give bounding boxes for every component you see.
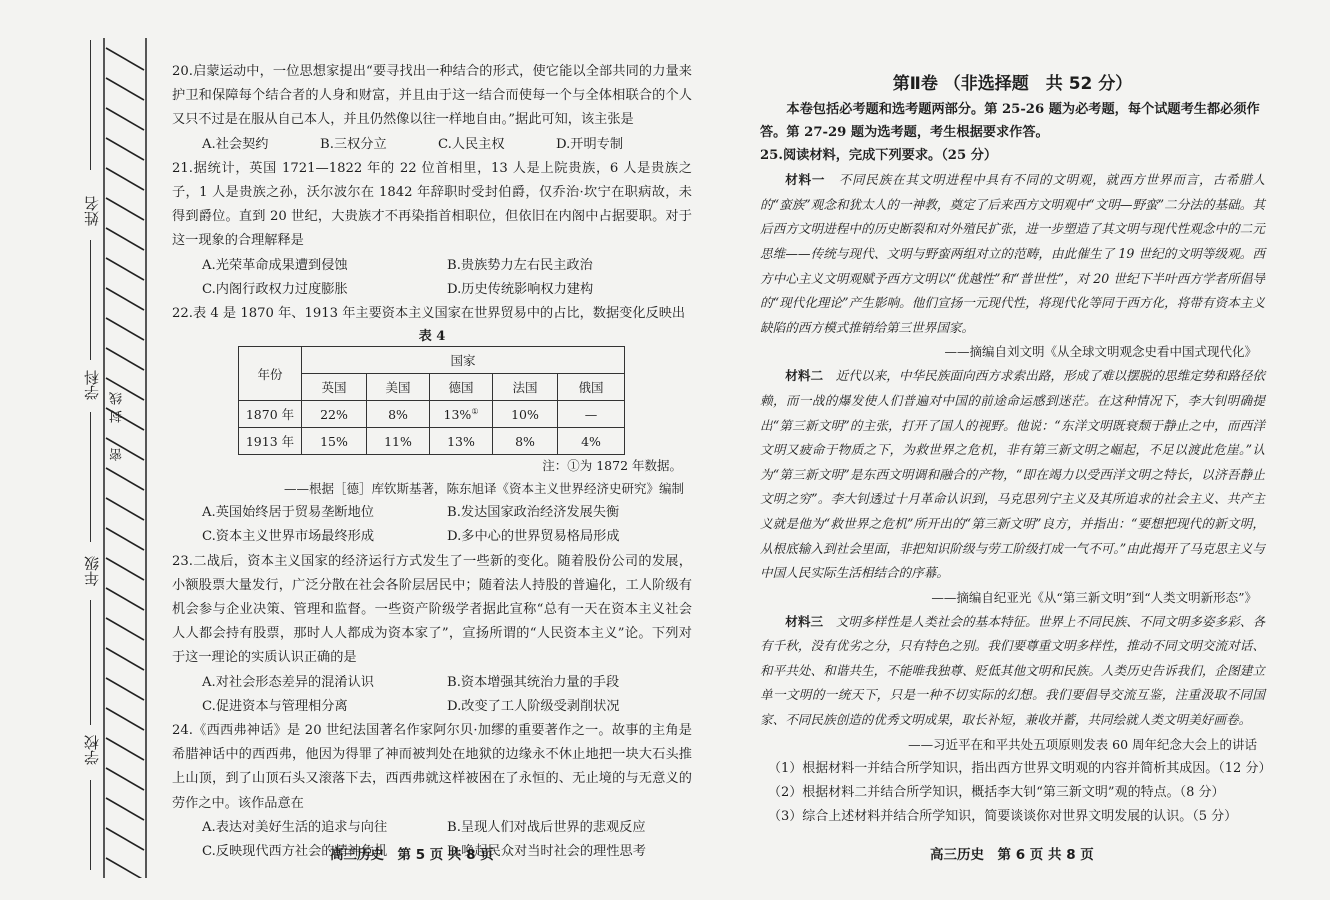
option: B.三权分立 — [320, 136, 387, 152]
name-label: 姓名 — [83, 196, 101, 226]
question-24-options-ab — [172, 816, 692, 840]
material-3-text: 文明多样性是人类社会的基本特征。世界上不同民族、不同文明多姿多彩、各有千秋，没有优劣之分，只有特色之别。我们要尊重文明多样性，推动不同文明交流对话、和平共处、和谐共生，不能唯我独尊、贬低其他文明和民族。人类历史告诉我们，企图建立单一文明的一统天下，只是一种不切实际的幻想。我们要倡导交流互鉴，注重汲取不同国家、不同民族创造的优秀文明成果，取长补短，兼收并蓄，共同绘就人类文明美好画卷。 — [760, 613, 1266, 728]
question-22-options-ab — [172, 501, 692, 525]
chevron-stroke — [106, 78, 144, 100]
material-3 — [760, 610, 1265, 733]
table-cell: — — [558, 401, 625, 428]
table-cell-year: 1870 年 — [239, 401, 302, 428]
question-21-options-cd — [172, 278, 692, 302]
chevron-stroke — [106, 768, 144, 790]
chevron-stroke — [106, 408, 144, 430]
requirement-1: （1）根据材料一并结合所学知识，指出西方世界文明观的内容并简析其成因。（12 分） — [768, 760, 1272, 776]
binding-strip — [0, 0, 165, 900]
chevron-stroke — [106, 348, 144, 370]
option: D.开明专制 — [556, 136, 624, 152]
school-label: 学校 — [83, 735, 101, 765]
section-intro: 本卷包括必考题和选考题两部分。第 25-26 题为必考题，每个试题考生都必须作答。第 27-29 题为选考题，考生根据要求作答。 — [760, 102, 1260, 140]
chevron-stroke — [106, 228, 144, 250]
table-cell: 4% — [558, 428, 625, 455]
table-col-country: 英国 — [302, 374, 367, 401]
page-footer-left: 高三历史 第 5 页 共 8 页 — [330, 847, 494, 863]
chevron-stroke — [106, 648, 144, 670]
option: C.反映现代西方社会的精神危机 — [202, 844, 388, 860]
material-3-label: 材料三 — [785, 613, 824, 629]
trade-share-table — [238, 346, 625, 455]
table-source: ——根据［德］库钦斯基著，陈东旭译《资本主义世界经济史研究》编制 — [283, 481, 684, 497]
chevron-stroke — [106, 258, 144, 280]
material-3-source: ——习近平在和平共处五项原则发表 60 周年纪念大会上的讲话 — [908, 736, 1257, 752]
option: D.改变了工人阶级受剥削状况 — [447, 698, 620, 714]
chevron-stroke — [106, 708, 144, 730]
seal-char-mi: 密 — [110, 448, 125, 461]
table-cell: 22% — [302, 401, 367, 428]
material-2 — [760, 364, 1265, 585]
binding-line-4 — [90, 600, 91, 725]
table-header-year: 年份 — [239, 347, 302, 401]
chevron-stroke — [106, 618, 144, 640]
question-21-stem: 21.据统计，英国 1721—1822 年的 22 位首相里，13 人是上院贵族，6 人是贵族之子，1 人是贵族之孙，沃尔波尔在 1842 年辞职时受封伯爵，仅乔治·坎宁在职病故，未得到爵位。直到 20 世纪，大贵族才不再染指首相职位，但依旧在内阁中占据要职。对于这一现象的合理解释是 — [172, 160, 692, 249]
question-22-options-cd — [172, 525, 692, 549]
table-col-country: 美国 — [367, 374, 430, 401]
table-cell-with-footnote — [430, 401, 493, 428]
table-cell: 8% — [493, 428, 558, 455]
question-20-stem: 20.启蒙运动中，一位思想家提出“要寻找出一种结合的形式，使它能以全部共同的力量来护卫和保障每个结合者的人身和财富，并且由于这一结合而使每一个与全体相联合的个人又只不过是在服从自己本人，并且仍然像以往一样地自由。”据此可知，该主张是 — [172, 64, 692, 128]
table-cell: 8% — [367, 401, 430, 428]
binding-line-3 — [90, 412, 91, 542]
subject-label: 学科 — [83, 370, 101, 400]
binding-line-5 — [90, 780, 91, 870]
requirement-2: （2）根据材料二并结合所学知识，概括李大钊“第三新文明”观的特点。（8 分） — [768, 784, 1225, 800]
option: C.内阁行政权力过度膨胀 — [202, 281, 348, 297]
chevron-stroke — [106, 468, 144, 490]
question-23-stem: 23.二战后，资本主义国家的经济运行方式发生了一些新的变化。随着股份公司的发展，小额股票大量发行，广泛分散在社会各阶层居民中；随着法人持股的普遍化，工人阶级有机会参与企业决策、管理和监督。一些资产阶级学者据此宣称“总有一天在资本主义社会人人都会持有股票，那时人人都成为资本家了”，宣扬所谓的“人民资本主义”论。下列对于这一理论的实质认识正确的是 — [172, 553, 692, 666]
table-cell: 15% — [302, 428, 367, 455]
table-caption: 表 4 — [418, 329, 446, 345]
option: A.英国始终居于贸易垄断地位 — [202, 505, 374, 521]
chevron-stroke — [106, 288, 144, 310]
binding-line-2 — [90, 240, 91, 360]
binding-line-1 — [90, 40, 91, 170]
chevron-stroke — [106, 498, 144, 520]
option: B.贵族势力左右民主政治 — [447, 257, 593, 273]
table-cell-year: 1913 年 — [239, 428, 302, 455]
option: A.对社会形态差异的混淆认识 — [202, 674, 374, 690]
option: A.社会契约 — [202, 136, 269, 152]
chevron-stroke — [106, 48, 144, 70]
question-23-options-ab — [172, 671, 692, 695]
section-title: 第Ⅱ卷 （非选择题 共 52 分） — [892, 74, 1133, 94]
chevron-stroke — [106, 318, 144, 340]
option: B.资本增强其统治力量的手段 — [447, 674, 620, 690]
page-footer-right: 高三历史 第 6 页 共 8 页 — [930, 847, 1094, 863]
option: A.光荣革命成果遭到侵蚀 — [202, 257, 348, 273]
table-row — [239, 401, 625, 428]
left-page — [172, 0, 692, 900]
option: D.历史传统影响权力建构 — [447, 281, 594, 297]
grade-label: 年级 — [83, 556, 101, 586]
question-24-stem: 24.《西西弗神话》是 20 世纪法国著名作家阿尔贝·加缪的重要著作之一。故事的主角是希腊神话中的西西弗，他因为得罪了神而被判处在地狱的边缘永不休止地把一块大石头推上山顶，到了山顶石头又滚落下去，西西弗就这样被困在了永恒的、无止境的与无意义的劳作之中。该作品意在 — [172, 723, 692, 811]
chevron-stroke — [106, 438, 144, 460]
chevron-stroke — [106, 138, 144, 160]
question-21-options-ab — [172, 254, 692, 278]
material-2-label: 材料二 — [785, 368, 824, 384]
material-2-source: ——摘编自纪亚光《从“第三新文明”到“人类文明新形态”》 — [931, 589, 1257, 605]
right-page — [760, 0, 1272, 900]
chevron-stroke — [106, 858, 144, 878]
option: C.促进资本与管理相分离 — [202, 698, 348, 714]
option: B.呈现人们对战后世界的悲观反应 — [447, 819, 646, 835]
chevron-seal-strip — [102, 38, 148, 878]
question-22-stem: 22.表 4 是 1870 年、1913 年主要资本主义国家在世界贸易中的占比，数据变化反映出 — [172, 306, 686, 322]
chevron-stroke — [106, 108, 144, 130]
question-25-stem: 25.阅读材料，完成下列要求。（25 分） — [760, 148, 998, 163]
requirement-3: （3）综合上述材料并结合所学知识，简要谈谈你对世界文明发展的认识。（5 分） — [768, 809, 1238, 825]
table-col-country: 法国 — [493, 374, 558, 401]
option: B.发达国家政治经济发展失衡 — [447, 505, 620, 521]
material-1-text: 不同民族在其文明进程中具有不同的文明观，就西方世界而言，古希腊人的“蛮族”观念和犹太人的一神教，奠定了后来西方文明观中“文明—野蛮”二分法的基础。其后西方文明进程中的历史断裂和对外殖民扩张，进一步塑造了其文明与现代性观念中的二元思维——传统与现代、文明与野蛮两组对立的范畴，由此催生了 19 世纪的文明等级观。西方中心主义文明观赋予西方文明以“优越性”和“普世性”，对 20 世纪下半叶西方学者所倡导的“现代化理论”产生影响。他们宣扬一元现代性，将现代化等同于西方化，将带有资本主义缺陷的西方模式推销给第三世界国家。 — [760, 172, 1266, 335]
material-1 — [760, 168, 1265, 340]
option: D.唤起民众对当时社会的理性思考 — [447, 844, 646, 860]
material-2-text: 近代以来，中华民族面向西方求索出路，形成了难以摆脱的思维定势和路径依赖，而一战的爆发使人们普遍对中国的前途命运感到迷茫。在这种情况下，李大钊明确提出“第三新文明”的主张，打开了国人的视野。他说：“东洋文明既衰颓于静止之中，而西洋文明又疲命于物质之下，为救世界之危机，非有第三新文明之崛起，不足以渡此危崖。”认为“第三新文明”是东西文明调和融合的产物，“即在竭力以受西洋文明之特长，以济吾静止文明之穷”。李大钊透过十月革命认识到，马克思列宁主义及其所追求的社会主义、共产主义就是他为“救世界之危机”所开出的“第三新文明”良方，并指出：“要想把现代的新文明，从根底输入到社会里面，非把知识阶级与劳工阶级打成一气不可。”由此揭开了马克思主义与中国人民实际生活相结合的序幕。 — [760, 368, 1266, 581]
chevron-stroke — [106, 588, 144, 610]
table-cell: 11% — [367, 428, 430, 455]
chevron-stroke — [106, 198, 144, 220]
table-col-country: 德国 — [430, 374, 493, 401]
footnote-mark: ① — [471, 406, 479, 416]
seal-char-line: 线 — [110, 392, 125, 405]
seal-char-feng: 封 — [110, 410, 125, 423]
chevron-stroke — [106, 798, 144, 820]
table-col-country: 俄国 — [558, 374, 625, 401]
table-cell: 13% — [430, 428, 493, 455]
option: D.多中心的世界贸易格局形成 — [447, 529, 620, 545]
option: C.资本主义世界市场最终形成 — [202, 529, 375, 545]
material-1-label: 材料一 — [785, 172, 826, 188]
option: C.人民主权 — [438, 136, 505, 152]
table-cell: 10% — [493, 401, 558, 428]
material-1-source: ——摘编自刘文明《从全球文明观念史看中国式现代化》 — [944, 344, 1257, 360]
chevron-stroke — [106, 168, 144, 190]
question-20-options — [172, 133, 692, 157]
table-header-country: 国家 — [302, 347, 625, 374]
chevron-stroke — [106, 558, 144, 580]
table-row — [239, 428, 625, 455]
chevron-stroke — [106, 828, 144, 850]
table-cell-value: 13% — [443, 406, 472, 422]
chevron-stroke — [106, 738, 144, 760]
chevron-stroke — [106, 678, 144, 700]
option: A.表达对美好生活的追求与向往 — [202, 819, 388, 835]
chevron-stroke — [106, 378, 144, 400]
question-23-options-cd — [172, 695, 692, 719]
chevron-stroke — [106, 528, 144, 550]
table-note: 注：①为 1872 年数据。 — [542, 458, 682, 474]
